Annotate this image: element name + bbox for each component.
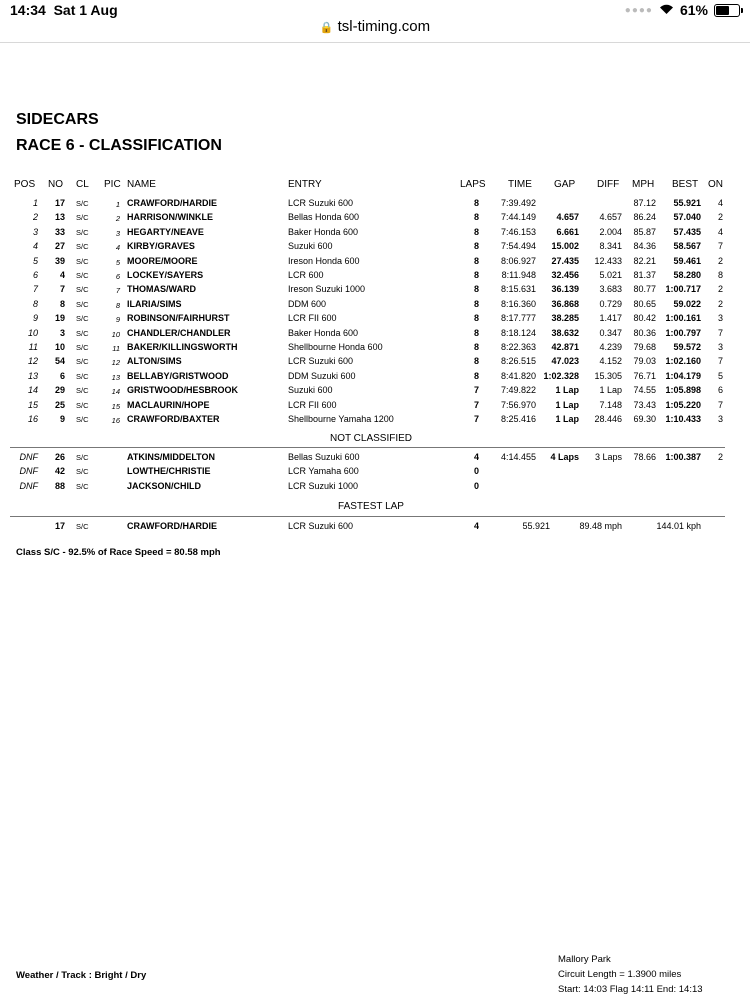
cell-name: ROBINSON/FAIRHURST	[127, 313, 230, 324]
cell-cl: S/C	[76, 227, 89, 237]
col-pos: POS	[14, 179, 36, 190]
cell-best: 1:05.898	[665, 385, 701, 396]
cell-pos: 4	[32, 241, 38, 252]
cell-name: JACKSON/CHILD	[127, 480, 202, 491]
cell-mph: 69.30	[633, 414, 656, 424]
cell-pic: 3	[115, 228, 120, 238]
cell-laps: 8	[473, 198, 479, 208]
cell-pos: 16	[27, 414, 38, 424]
cell-laps: 8	[473, 342, 479, 352]
address-bar[interactable]	[0, 18, 750, 40]
battery-percent: 61%	[679, 2, 708, 18]
cell-laps: 8	[473, 356, 479, 367]
cell-on: 7	[717, 241, 723, 252]
cell-name: LOCKEY/SAYERS	[127, 270, 204, 280]
cell-gap: 38.632	[551, 327, 579, 338]
cell-time: 8:17.777	[500, 313, 536, 324]
cell-best: 1:00.387	[665, 452, 701, 462]
col-pic: PIC	[104, 179, 121, 190]
cell-diff: 5.021	[599, 270, 622, 280]
cell-no: 39	[54, 255, 65, 266]
cell-pic: 16	[111, 416, 120, 425]
cell-entry: LCR Suzuki 600	[288, 356, 354, 367]
table-row	[0, 480, 750, 494]
cell-gap: 4.657	[556, 212, 579, 223]
table-row	[0, 384, 750, 398]
cell-name: CHANDLER/CHANDLER	[127, 327, 231, 338]
cell-pos: 2	[32, 212, 38, 223]
cell-time: 7:39.492	[500, 198, 536, 208]
col-no: NO	[48, 179, 63, 190]
cell-time: 7:46.153	[500, 226, 536, 237]
cell-name: THOMAS/WARD	[127, 284, 196, 295]
cell-pos: 15	[27, 399, 38, 410]
table-row	[0, 341, 750, 355]
cell-laps: 8	[473, 255, 479, 266]
cell-time: 7:56.970	[500, 399, 536, 410]
cell-time: 8:18.124	[500, 327, 536, 338]
cell-gap: 27.435	[551, 255, 579, 266]
page-title: SIDECARS	[16, 111, 99, 128]
fl-class: S/C	[76, 522, 89, 531]
cell-diff: 0.347	[599, 327, 622, 338]
page-subtitle: RACE 6 - CLASSIFICATION	[16, 137, 222, 154]
signal-dots-icon: ●●●●	[624, 4, 653, 16]
cell-best: 55.921	[673, 198, 701, 208]
fl-entry: LCR Suzuki 600	[288, 521, 354, 531]
col-laps: LAPS	[460, 179, 486, 190]
cell-name: ATKINS/MIDDELTON	[127, 452, 215, 462]
cell-cl: S/C	[76, 213, 89, 223]
fl-kph: 144.01 kph	[656, 521, 701, 531]
cell-entry: Bellas Honda 600	[288, 212, 360, 223]
cell-best: 1:00.717	[665, 284, 701, 295]
cell-name: BAKER/KILLINGSWORTH	[127, 342, 238, 352]
not-classified-heading: NOT CLASSIFIED	[329, 433, 413, 444]
cell-diff: 4.239	[599, 342, 622, 352]
cell-best: 58.280	[673, 270, 701, 280]
cell-mph: 82.21	[633, 255, 656, 266]
cell-diff: 3.683	[599, 284, 622, 295]
cell-pos: 14	[27, 385, 38, 396]
cell-cl: S/C	[76, 357, 89, 367]
cell-pos: 13	[27, 370, 38, 381]
cell-pic: 13	[111, 372, 120, 382]
cell-entry: Ireson Honda 600	[288, 255, 360, 266]
race-times: Start: 14:03 Flag 14:11 End: 14:13	[558, 984, 703, 995]
cell-cl: S/C	[76, 481, 89, 491]
cell-name: MACLAURIN/HOPE	[127, 399, 210, 410]
cell-pos: 5	[32, 255, 38, 266]
table-row	[0, 197, 750, 211]
cell-cl: S/C	[76, 256, 89, 266]
cell-name: BELLABY/GRISTWOOD	[127, 370, 229, 381]
cell-best: 57.040	[673, 212, 701, 223]
cell-diff: 7.148	[599, 399, 622, 410]
cell-diff: 4.657	[599, 212, 622, 223]
cell-laps: 8	[473, 313, 479, 324]
cell-best: 59.572	[673, 342, 701, 352]
col-mph: MPH	[632, 179, 655, 190]
cell-no: 27	[54, 241, 65, 252]
circuit-info	[558, 952, 703, 997]
fl-lap: 4	[473, 521, 479, 531]
cell-mph: 73.43	[633, 399, 656, 410]
table-row	[0, 211, 750, 225]
cell-gap: 32.456	[551, 270, 579, 280]
col-diff: DIFF	[597, 179, 620, 190]
cell-no: 8	[59, 298, 65, 309]
cell-diff: 1.417	[599, 313, 622, 324]
cell-no: 26	[54, 452, 65, 462]
cell-pic: 1	[115, 200, 120, 209]
circuit-length: Circuit Length = 1.3900 miles	[558, 969, 682, 980]
cell-name: CRAWFORD/BAXTER	[127, 414, 220, 424]
cell-entry: LCR Yamaha 600	[288, 466, 359, 477]
table-row	[0, 355, 750, 369]
cell-laps: 0	[473, 466, 479, 477]
cell-no: 19	[54, 313, 65, 324]
cell-cl: S/C	[76, 328, 89, 338]
cell-best: 1:05.220	[665, 399, 701, 410]
cell-diff: 12.433	[594, 255, 622, 266]
fl-no: 17	[54, 521, 65, 531]
col-entry: ENTRY	[288, 179, 322, 190]
cell-best: 59.022	[673, 298, 701, 309]
cell-gap: 38.285	[551, 313, 579, 324]
cell-mph: 80.36	[633, 327, 656, 338]
cell-best: 1:02.160	[665, 356, 701, 367]
cell-time: 8:11.948	[501, 270, 536, 280]
cell-on: 7	[717, 356, 723, 367]
cell-name: HEGARTY/NEAVE	[127, 226, 204, 237]
cell-pos: 6	[32, 270, 38, 280]
table-row	[0, 298, 750, 312]
table-row	[0, 465, 750, 479]
cell-pos: 12	[27, 356, 38, 367]
table-row	[0, 255, 750, 269]
cell-laps: 8	[473, 370, 479, 381]
cell-best: 1:04.179	[665, 370, 701, 381]
cell-pos: 11	[28, 342, 38, 352]
cell-pic: 14	[111, 387, 120, 397]
status-time: 14:34 Sat 1 Aug	[10, 2, 118, 18]
cell-gap: 4 Laps	[550, 452, 579, 462]
cell-diff: 15.305	[594, 370, 622, 381]
cell-cl: S/C	[76, 199, 89, 208]
cell-cl: S/C	[76, 271, 89, 280]
cell-mph: 80.42	[633, 313, 656, 324]
cell-no: 13	[54, 212, 65, 223]
fastest-lap-heading: FASTEST LAP	[338, 501, 404, 512]
cell-no: 33	[54, 226, 65, 237]
cell-name: HARRISON/WINKLE	[127, 212, 213, 223]
cell-pic: 10	[111, 329, 120, 339]
cell-best: 1:00.797	[665, 327, 701, 338]
cell-gap: 36.868	[551, 298, 579, 309]
cell-pos: DNF	[19, 480, 38, 491]
cell-cl: S/C	[76, 400, 89, 410]
cell-on: 2	[717, 452, 723, 462]
cell-mph: 79.68	[633, 342, 656, 352]
cell-on: 2	[717, 298, 723, 309]
cell-gap: 6.661	[556, 226, 579, 237]
cell-on: 4	[717, 198, 723, 208]
cell-name: ALTON/SIMS	[127, 356, 182, 367]
cell-laps: 7	[473, 385, 479, 396]
cell-name: MOORE/MOORE	[127, 255, 198, 266]
table-row	[0, 451, 750, 465]
cell-pic: 12	[111, 358, 120, 368]
cell-time: 8:22.363	[500, 342, 536, 352]
cell-diff: 8.341	[599, 241, 622, 252]
cell-time: 7:49.822	[500, 385, 536, 396]
cell-pic: 8	[115, 300, 120, 310]
cell-mph: 76.71	[633, 370, 656, 381]
wifi-icon	[659, 2, 674, 18]
cell-time: 7:44.149	[500, 212, 536, 223]
cell-no: 7	[59, 284, 65, 295]
cell-diff: 2.004	[599, 226, 622, 237]
cell-mph: 74.55	[633, 385, 656, 396]
cell-pic: 15	[111, 401, 120, 411]
cell-laps: 8	[473, 241, 479, 252]
cell-entry: LCR Suzuki 1000	[288, 480, 359, 491]
status-right	[625, 2, 740, 18]
cell-laps: 8	[473, 226, 479, 237]
cell-on: 7	[717, 399, 723, 410]
table-row	[0, 370, 750, 384]
cell-entry: DDM 600	[288, 298, 327, 309]
cell-time: 8:25.416	[500, 414, 536, 424]
cell-on: 3	[717, 414, 723, 424]
cell-name: CRAWFORD/HARDIE	[127, 198, 217, 208]
cell-pos: 3	[32, 226, 38, 237]
cell-cl: S/C	[76, 371, 89, 381]
cell-time: 7:54.494	[500, 241, 536, 252]
cell-on: 2	[717, 284, 723, 295]
cell-no: 88	[54, 480, 65, 491]
cell-best: 58.567	[673, 241, 701, 252]
cell-mph: 84.36	[633, 241, 656, 252]
cell-name: LOWTHE/CHRISTIE	[127, 466, 211, 477]
cell-cl: S/C	[76, 314, 89, 324]
cell-gap: 1:02.328	[543, 370, 579, 381]
cell-entry: LCR FII 600	[288, 399, 337, 410]
cell-no: 54	[54, 356, 65, 367]
url-text: tsl-timing.com	[337, 18, 431, 35]
cell-laps: 8	[473, 270, 479, 280]
cell-cl: S/C	[76, 415, 89, 424]
table-row	[0, 327, 750, 341]
table-row	[0, 269, 750, 283]
fastest-lap-row	[0, 520, 750, 534]
cell-gap: 1 Lap	[555, 385, 579, 396]
cell-no: 10	[54, 342, 65, 352]
col-on: ON	[708, 179, 723, 190]
cell-pic: 6	[115, 272, 120, 281]
cell-time: 8:15.631	[500, 284, 536, 295]
cell-pic: 5	[115, 257, 120, 267]
cell-on: 3	[717, 313, 723, 324]
cell-laps: 8	[473, 212, 479, 223]
fastest-lap-divider	[10, 516, 725, 517]
weather-track: Weather / Track : Bright / Dry	[16, 970, 147, 981]
cell-gap: 47.023	[551, 356, 579, 367]
cell-gap: 15.002	[551, 241, 579, 252]
cell-gap: 36.139	[551, 284, 579, 295]
cell-cl: S/C	[76, 299, 89, 309]
cell-on: 8	[717, 270, 723, 280]
cell-pos: 7	[32, 284, 38, 295]
cell-mph: 79.03	[633, 356, 656, 367]
col-best: BEST	[672, 179, 699, 190]
cell-diff: 3 Laps	[594, 452, 622, 462]
cell-time: 4:14.455	[500, 452, 536, 462]
cell-diff: 4.152	[599, 356, 622, 367]
table-row	[0, 240, 750, 254]
cell-gap: 1 Lap	[555, 414, 579, 424]
col-time: TIME	[508, 179, 532, 190]
cell-pic: 9	[115, 315, 120, 325]
cell-diff: 1 Lap	[599, 385, 622, 396]
cell-entry: Baker Honda 600	[288, 226, 359, 237]
fl-mph: 89.48 mph	[579, 521, 622, 531]
cell-pos: DNF	[19, 466, 38, 477]
cell-mph: 80.77	[633, 284, 656, 295]
cell-cl: S/C	[76, 453, 89, 462]
cell-pos: 8	[32, 298, 38, 309]
cell-on: 2	[717, 255, 723, 266]
cell-pos: DNF	[19, 452, 38, 462]
circuit-name: Mallory Park	[558, 954, 611, 965]
cell-pos: 10	[27, 327, 38, 338]
cell-name: GRISTWOOD/HESBROOK	[127, 385, 239, 396]
cell-time: 8:06.927	[500, 255, 536, 266]
cell-laps: 8	[473, 284, 479, 295]
table-row	[0, 399, 750, 413]
cell-on: 3	[717, 342, 723, 352]
cell-pic: 4	[115, 243, 120, 253]
cell-on: 6	[717, 385, 723, 396]
cell-entry: Shellbourne Yamaha 1200	[288, 414, 394, 424]
toolbar-divider	[0, 42, 750, 43]
battery-icon	[714, 4, 740, 17]
cell-laps: 8	[473, 327, 479, 338]
cell-time: 8:41.820	[500, 370, 536, 381]
cell-name: KIRBY/GRAVES	[127, 241, 195, 252]
col-name: NAME	[127, 179, 156, 190]
cell-entry: LCR Suzuki 600	[288, 198, 354, 208]
cell-no: 9	[59, 414, 65, 424]
cell-no: 29	[54, 385, 65, 396]
cell-entry: Ireson Suzuki 1000	[288, 284, 366, 295]
cell-cl: S/C	[76, 242, 89, 252]
cell-best: 59.461	[673, 255, 701, 266]
cell-no: 3	[59, 327, 65, 338]
cell-best: 57.435	[673, 226, 701, 237]
cell-laps: 4	[473, 452, 479, 462]
cell-name: ILARIA/SIMS	[127, 298, 182, 309]
table-row	[0, 283, 750, 297]
cell-diff: 28.446	[594, 414, 622, 424]
cell-pic: 7	[115, 286, 120, 296]
cell-entry: Bellas Suzuki 600	[288, 452, 360, 462]
table-row	[0, 312, 750, 326]
cell-entry: Baker Honda 600	[288, 327, 359, 338]
cell-cl: S/C	[76, 467, 89, 477]
cell-entry: LCR 600	[288, 270, 324, 280]
cell-entry: Suzuki 600	[288, 385, 333, 396]
cell-on: 5	[717, 370, 723, 381]
cell-pos: 9	[32, 313, 38, 324]
cell-gap: 42.871	[551, 342, 579, 352]
cell-no: 6	[59, 370, 65, 381]
cell-mph: 87.12	[633, 198, 656, 208]
cell-on: 2	[717, 212, 723, 223]
cell-no: 42	[54, 466, 65, 477]
cell-mph: 85.87	[633, 226, 656, 237]
cell-entry: LCR FII 600	[288, 313, 337, 324]
cell-laps: 8	[473, 298, 479, 309]
table-row	[0, 226, 750, 240]
cell-laps: 7	[473, 414, 479, 424]
fl-name: CRAWFORD/HARDIE	[127, 521, 217, 531]
cell-gap: 1 Lap	[555, 399, 579, 410]
cell-on: 4	[717, 226, 723, 237]
cell-best: 1:10.433	[665, 414, 701, 424]
cell-pos: 1	[32, 198, 38, 208]
table-row	[0, 413, 750, 427]
cell-no: 25	[54, 399, 65, 410]
cell-cl: S/C	[76, 386, 89, 396]
col-cl: CL	[76, 179, 89, 190]
cell-entry: DDM Suzuki 600	[288, 370, 356, 381]
cell-pic: 11	[112, 344, 120, 353]
cell-entry: Suzuki 600	[288, 241, 333, 252]
cell-time: 8:16.360	[500, 298, 536, 309]
class-note: Class S/C - 92.5% of Race Speed = 80.58 mph	[16, 547, 221, 558]
cell-best: 1:00.161	[665, 313, 701, 324]
cell-entry: Shellbourne Honda 600	[288, 342, 383, 352]
fl-time: 55.921	[522, 521, 550, 531]
cell-mph: 78.66	[633, 452, 656, 462]
cell-no: 4	[59, 270, 65, 280]
cell-time: 8:26.515	[500, 356, 536, 367]
lock-icon: 🔒	[319, 22, 334, 34]
cell-no: 17	[54, 198, 65, 208]
cell-cl: S/C	[76, 343, 89, 352]
cell-mph: 86.24	[633, 212, 656, 223]
cell-laps: 0	[473, 480, 479, 491]
cell-on: 7	[717, 327, 723, 338]
col-gap: GAP	[554, 179, 576, 190]
cell-diff: 0.729	[599, 298, 622, 309]
not-classified-divider	[10, 447, 725, 448]
cell-mph: 81.37	[633, 270, 656, 280]
cell-laps: 7	[473, 399, 479, 410]
cell-mph: 80.65	[633, 298, 656, 309]
cell-cl: S/C	[76, 285, 89, 295]
cell-pic: 2	[115, 214, 120, 224]
